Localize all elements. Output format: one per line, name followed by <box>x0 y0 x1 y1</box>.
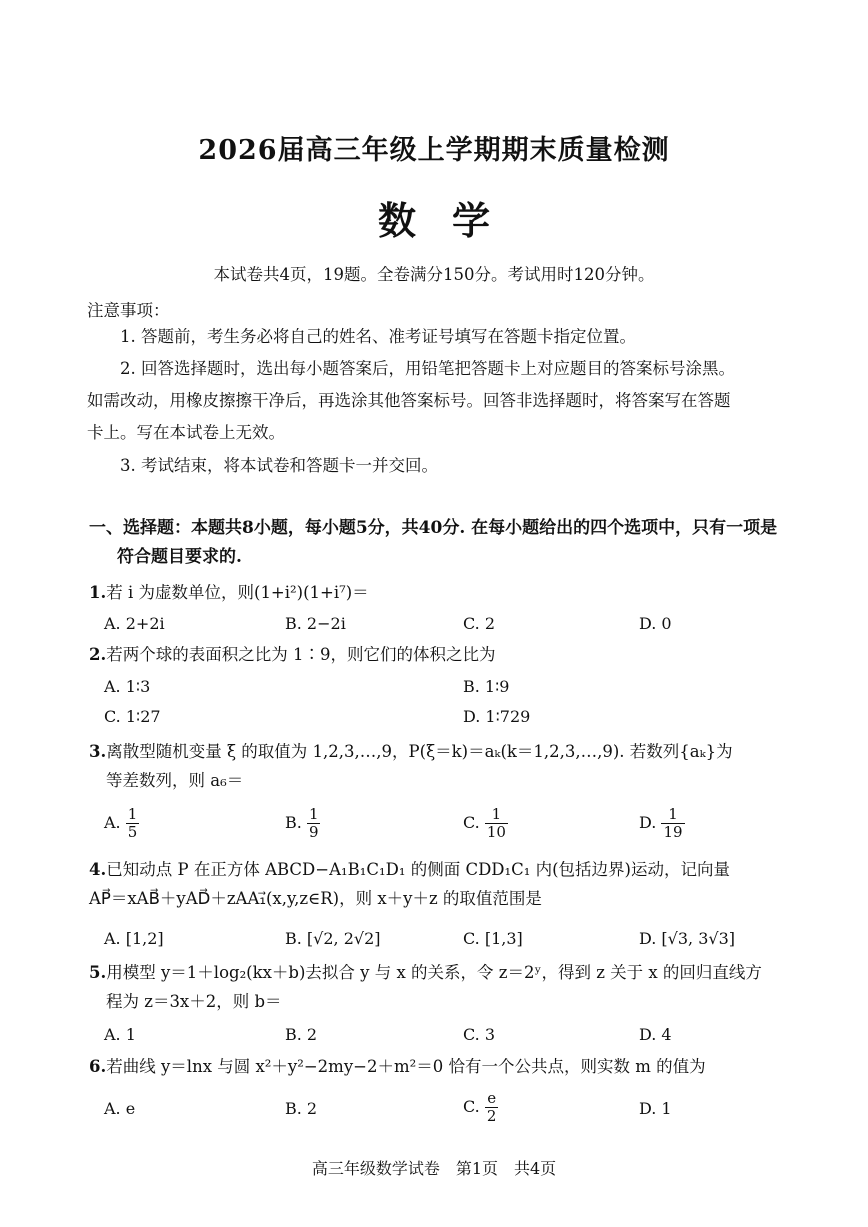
fraction: $\frac{1}{5}$ <box>127 805 138 841</box>
question-text: 若 i 为虚数单位，则(1+i²)(1+i⁷)＝ <box>106 583 369 602</box>
question-text: 已知动点 P 在正方体 ABCD−A₁B₁C₁D₁ 的侧面 CDD₁C₁ 内(包括边界)运动，记向量 <box>106 860 730 879</box>
notice-item-1: 1. 答题前，考生务必将自己的姓名、准考证号填写在答题卡指定位置。 <box>120 327 636 346</box>
notice-item-3: 3. 考试结束，将本试卷和答题卡一并交回。 <box>120 456 438 475</box>
q5-option-c: C. 3 <box>463 1025 496 1044</box>
q2-option-c: C. 1∶27 <box>104 707 161 726</box>
q6-option-b: B. 2 <box>285 1099 318 1118</box>
subject-title: 数学 <box>377 198 526 243</box>
q6-option-a: A. e <box>104 1099 136 1118</box>
q1-option-d: D. 0 <box>639 614 672 633</box>
q2-option-d: D. 1∶729 <box>463 707 531 726</box>
question-text-cont: 程为 z＝3x＋2，则 b＝ <box>106 992 282 1011</box>
question-text: 用模型 y＝1＋log₂(kx＋b)去拟合 y 与 x 的关系，令 z＝2ʸ，得到 z 关于 x 的回归直线方 <box>106 963 762 982</box>
notice-heading: 注意事项： <box>87 301 170 320</box>
section-heading: 一、选择题：本题共8小题，每小题5分，共40分. 在每小题给出的四个选项中，只有一项是 符合题目要求的. <box>89 518 778 567</box>
q1-option-a: A. 2+2i <box>104 614 165 633</box>
question-number: 4. <box>89 860 107 879</box>
notice-item-2: 2. 回答选择题时，选出每小题答案后，用铅笔把答题卡上对应题目的答案标号涂黑。 如需改动，用橡皮擦擦干净后，再选涂其他答案标号。回答非选择题时，将答案写在答题 卡上。写在本试卷上无效。 <box>87 359 735 442</box>
q4-option-b: B. [√2, 2√2] <box>285 929 381 948</box>
q2-option-a: A. 1∶3 <box>104 677 151 696</box>
q4-option-a: A. [1,2] <box>104 929 164 948</box>
q1-option-c: C. 2 <box>463 614 496 633</box>
q3-option-a: A. $\frac{1}{5}$ <box>104 805 138 841</box>
exam-info: 本试卷共4页，19题。全卷满分150分。考试用时120分钟。 <box>213 265 655 284</box>
question-number: 5. <box>89 963 107 982</box>
question-text-cont: AP⃗＝xAB⃗＋yAD⃗＋zAA₁⃗(x,y,z∈R)，则 x＋y＋z 的取值范围是 <box>89 889 542 908</box>
q4-option-c: C. [1,3] <box>463 929 523 948</box>
fraction: $\frac{1}{9}$ <box>308 805 319 841</box>
question-number: 2. <box>89 645 107 664</box>
q3-option-b: B. $\frac{1}{9}$ <box>285 805 319 841</box>
exam-title: 2026届高三年级上学期期末质量检测 <box>198 135 670 166</box>
fraction: $\frac{1}{19}$ <box>663 805 683 841</box>
q6-option-c: C. $\frac{e}{2}$ <box>463 1089 497 1125</box>
q5-option-d: D. 4 <box>639 1025 672 1044</box>
q5-option-b: B. 2 <box>285 1025 318 1044</box>
question-text: 若两个球的表面积之比为 1∶9，则它们的体积之比为 <box>106 645 496 664</box>
q3-option-d: D. $\frac{1}{19}$ <box>639 805 683 841</box>
question-3 <box>89 737 789 795</box>
question-number: 6. <box>89 1057 107 1076</box>
q4-option-d: D. [√3, 3√3] <box>639 929 736 948</box>
question-5 <box>89 958 789 1016</box>
question-4 <box>89 855 789 913</box>
question-text: 若曲线 y＝lnx 与圆 x²＋y²−2my−2＋m²＝0 恰有一个公共点，则实数 m 的值为 <box>106 1057 706 1076</box>
page-footer: 高三年级数学试卷 第1页 共4页 <box>311 1159 557 1178</box>
question-text-cont: 等差数列，则 a₆＝ <box>106 771 244 790</box>
q1-option-b: B. 2−2i <box>285 614 346 633</box>
question-2 <box>89 640 789 669</box>
question-number: 3. <box>89 742 107 761</box>
question-6 <box>89 1052 789 1081</box>
q2-option-b: B. 1∶9 <box>463 677 510 696</box>
q6-option-d: D. 1 <box>639 1099 672 1118</box>
question-text: 离散型随机变量 ξ 的取值为 1,2,3,…,9，P(ξ＝k)＝aₖ(k＝1,2,3,…,9). 若数列{aₖ}为 <box>106 742 733 761</box>
question-number: 1. <box>89 583 107 602</box>
fraction: $\frac{e}{2}$ <box>486 1089 497 1125</box>
fraction: $\frac{1}{10}$ <box>486 805 506 841</box>
q3-option-c: C. $\frac{1}{10}$ <box>463 805 506 841</box>
question-1 <box>89 578 789 607</box>
q5-option-a: A. 1 <box>104 1025 136 1044</box>
